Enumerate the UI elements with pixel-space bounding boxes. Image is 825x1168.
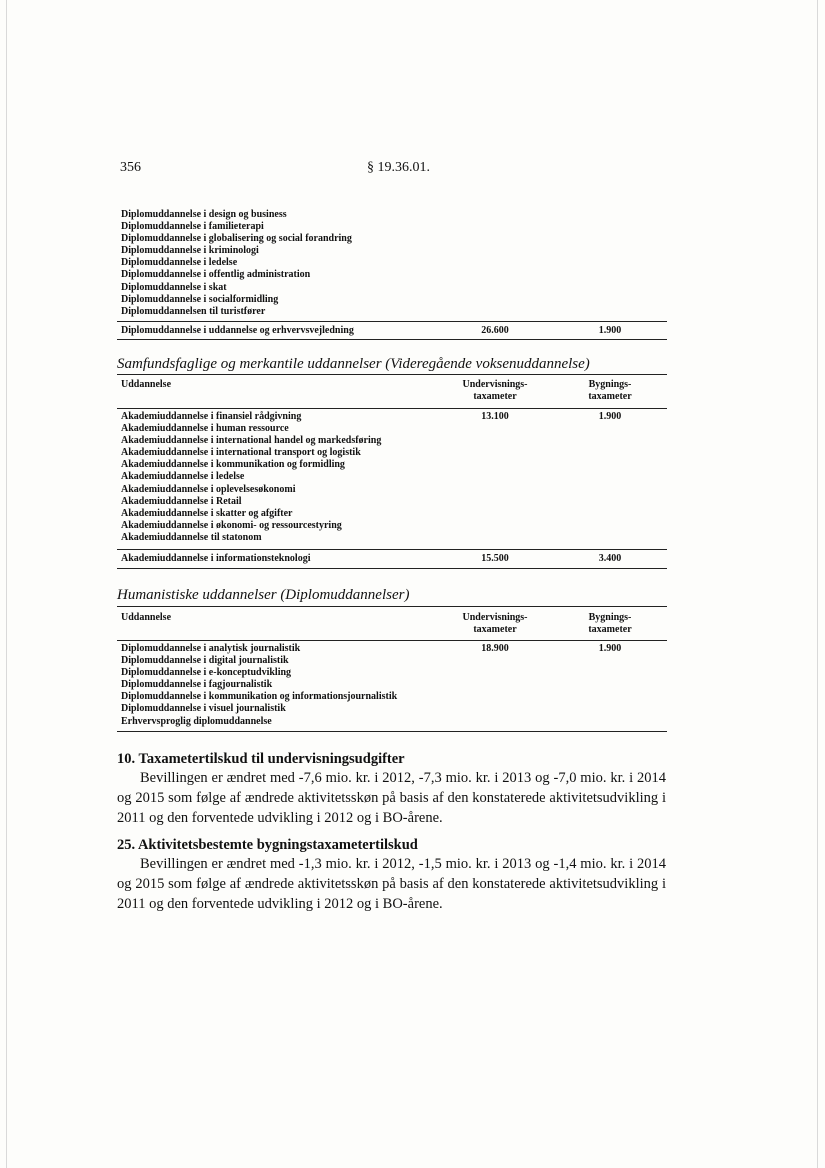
list-item: Akademiuddannelse i kommunikation og formidling (121, 459, 345, 471)
list-item: Akademiuddannelse i ledelse (121, 471, 245, 483)
column-header-undervisning: Undervisnings- taxameter (462, 612, 528, 635)
table-rule (117, 549, 667, 550)
list-item: Akademiuddannelse i oplevelsesøkonomi (121, 483, 296, 495)
table-rule (117, 339, 667, 340)
list-item: Diplomuddannelse i design og business (121, 209, 287, 220)
table-rule (117, 321, 667, 322)
list-item: Akademiuddannelse i international transport og logistik (121, 447, 361, 459)
list-item: Akademiuddannelse i skatter og afgifter (121, 507, 293, 519)
column-header-uddannelse: Uddannelse (121, 379, 172, 390)
page-number: 356 (120, 160, 141, 175)
list-item: Akademiuddannelse i finansiel rådgivning (121, 411, 302, 422)
row-undervisning-value: 26.600 (481, 325, 509, 336)
group-bygning-value: 1.900 (598, 411, 622, 422)
page-header (0, 160, 825, 180)
row-label: Diplomuddannelse i uddannelse og erhvervsvejledning (121, 325, 354, 336)
column-header-bygning: Bygnings- taxameter (588, 612, 632, 635)
table-rule (117, 374, 667, 375)
akademi-list (121, 411, 381, 544)
table-rule (117, 731, 667, 732)
section-heading-25: 25. Aktivitetsbestemte bygningstaxametertilskud (117, 837, 418, 853)
list-item: Erhvervsproglig diplomuddannelse (121, 715, 272, 727)
group-undervisning-value: 18.900 (481, 643, 509, 654)
row-bygning-value: 1.900 (598, 325, 622, 336)
list-item: Diplomuddannelse i e-konceptudvikling (121, 667, 292, 679)
group-bygning-value: 1.900 (598, 643, 622, 654)
list-item: Diplomuddannelse i offentlig administration (121, 269, 311, 281)
list-item: Diplomuddannelse i analytisk journalistik (121, 643, 301, 654)
row-bygning-value: 3.400 (598, 553, 622, 564)
section-reference: § 19.36.01. (367, 160, 430, 175)
group-undervisning-value: 13.100 (481, 411, 509, 422)
column-header-bygning: Bygnings- taxameter (588, 379, 632, 402)
list-item: Diplomuddannelse i skat (121, 281, 227, 293)
diplom-list (121, 209, 352, 318)
list-item: Diplomuddannelse i digital journalistik (121, 655, 289, 667)
list-item: Akademiuddannelse i human ressource (121, 423, 289, 435)
table-rule (117, 640, 667, 641)
table-rule (117, 408, 667, 409)
list-item: Akademiuddannelse i international handel og markedsføring (121, 435, 382, 447)
list-item: Diplomuddannelse i kommunikation og informationsjournalistik (121, 691, 398, 703)
list-item: Diplomuddannelse i socialformidling (121, 293, 279, 305)
section-heading-10: 10. Taxametertilskud til undervisningsudgifter (117, 751, 405, 767)
table-rule (117, 606, 667, 607)
list-item: Diplomuddannelse i ledelse (121, 257, 238, 269)
list-item: Diplomuddannelse i visuel journalistik (121, 703, 286, 715)
list-item: Diplomuddannelse i kriminologi (121, 245, 259, 257)
list-item: Diplomuddannelse i fagjournalistik (121, 679, 273, 691)
humanistisk-list (121, 643, 397, 728)
table-title: Humanistiske uddannelser (Diplomuddannelser) (117, 587, 410, 603)
section-body-10: Bevillingen er ændret med -7,6 mio. kr. i 2012, -7,3 mio. kr. i 2013 og -7,0 mio. kr. i 2014 og 2015 som følge af ændrede aktivitetsskøn på basis af den konstaterede aktivitetsudvikling i 2011 og den forventede udvikling i 2012 og i BO-årene. (117, 770, 666, 826)
table-rule (117, 568, 667, 569)
list-item: Akademiuddannelse til statonom (121, 531, 262, 543)
column-header-uddannelse: Uddannelse (121, 612, 172, 623)
list-item: Diplomuddannelse i familieterapi (121, 221, 264, 233)
list-item: Akademiuddannelse i Retail (121, 495, 242, 507)
table-title: Samfundsfaglige og merkantile uddannelser (Videregående voksenuddannelse) (117, 356, 590, 372)
column-header-undervisning: Undervisnings- taxameter (462, 379, 528, 402)
row-label: Akademiuddannelse i informationsteknologi (121, 553, 311, 564)
row-undervisning-value: 15.500 (481, 553, 509, 564)
section-body-25: Bevillingen er ændret med -1,3 mio. kr. i 2012, -1,5 mio. kr. i 2013 og -1,4 mio. kr. i 2014 og 2015 som følge af ændrede aktivitetsskøn på basis af den konstaterede aktivitetsudvikling i 2011 og den forventede udvikling i 2012 og i BO-årene. (117, 856, 666, 912)
list-item: Diplomuddannelse i globalisering og social forandring (121, 233, 352, 245)
list-item: Akademiuddannelse i økonomi- og ressourcestyring (121, 519, 342, 531)
list-item: Diplomuddannelsen til turistfører (121, 305, 266, 317)
